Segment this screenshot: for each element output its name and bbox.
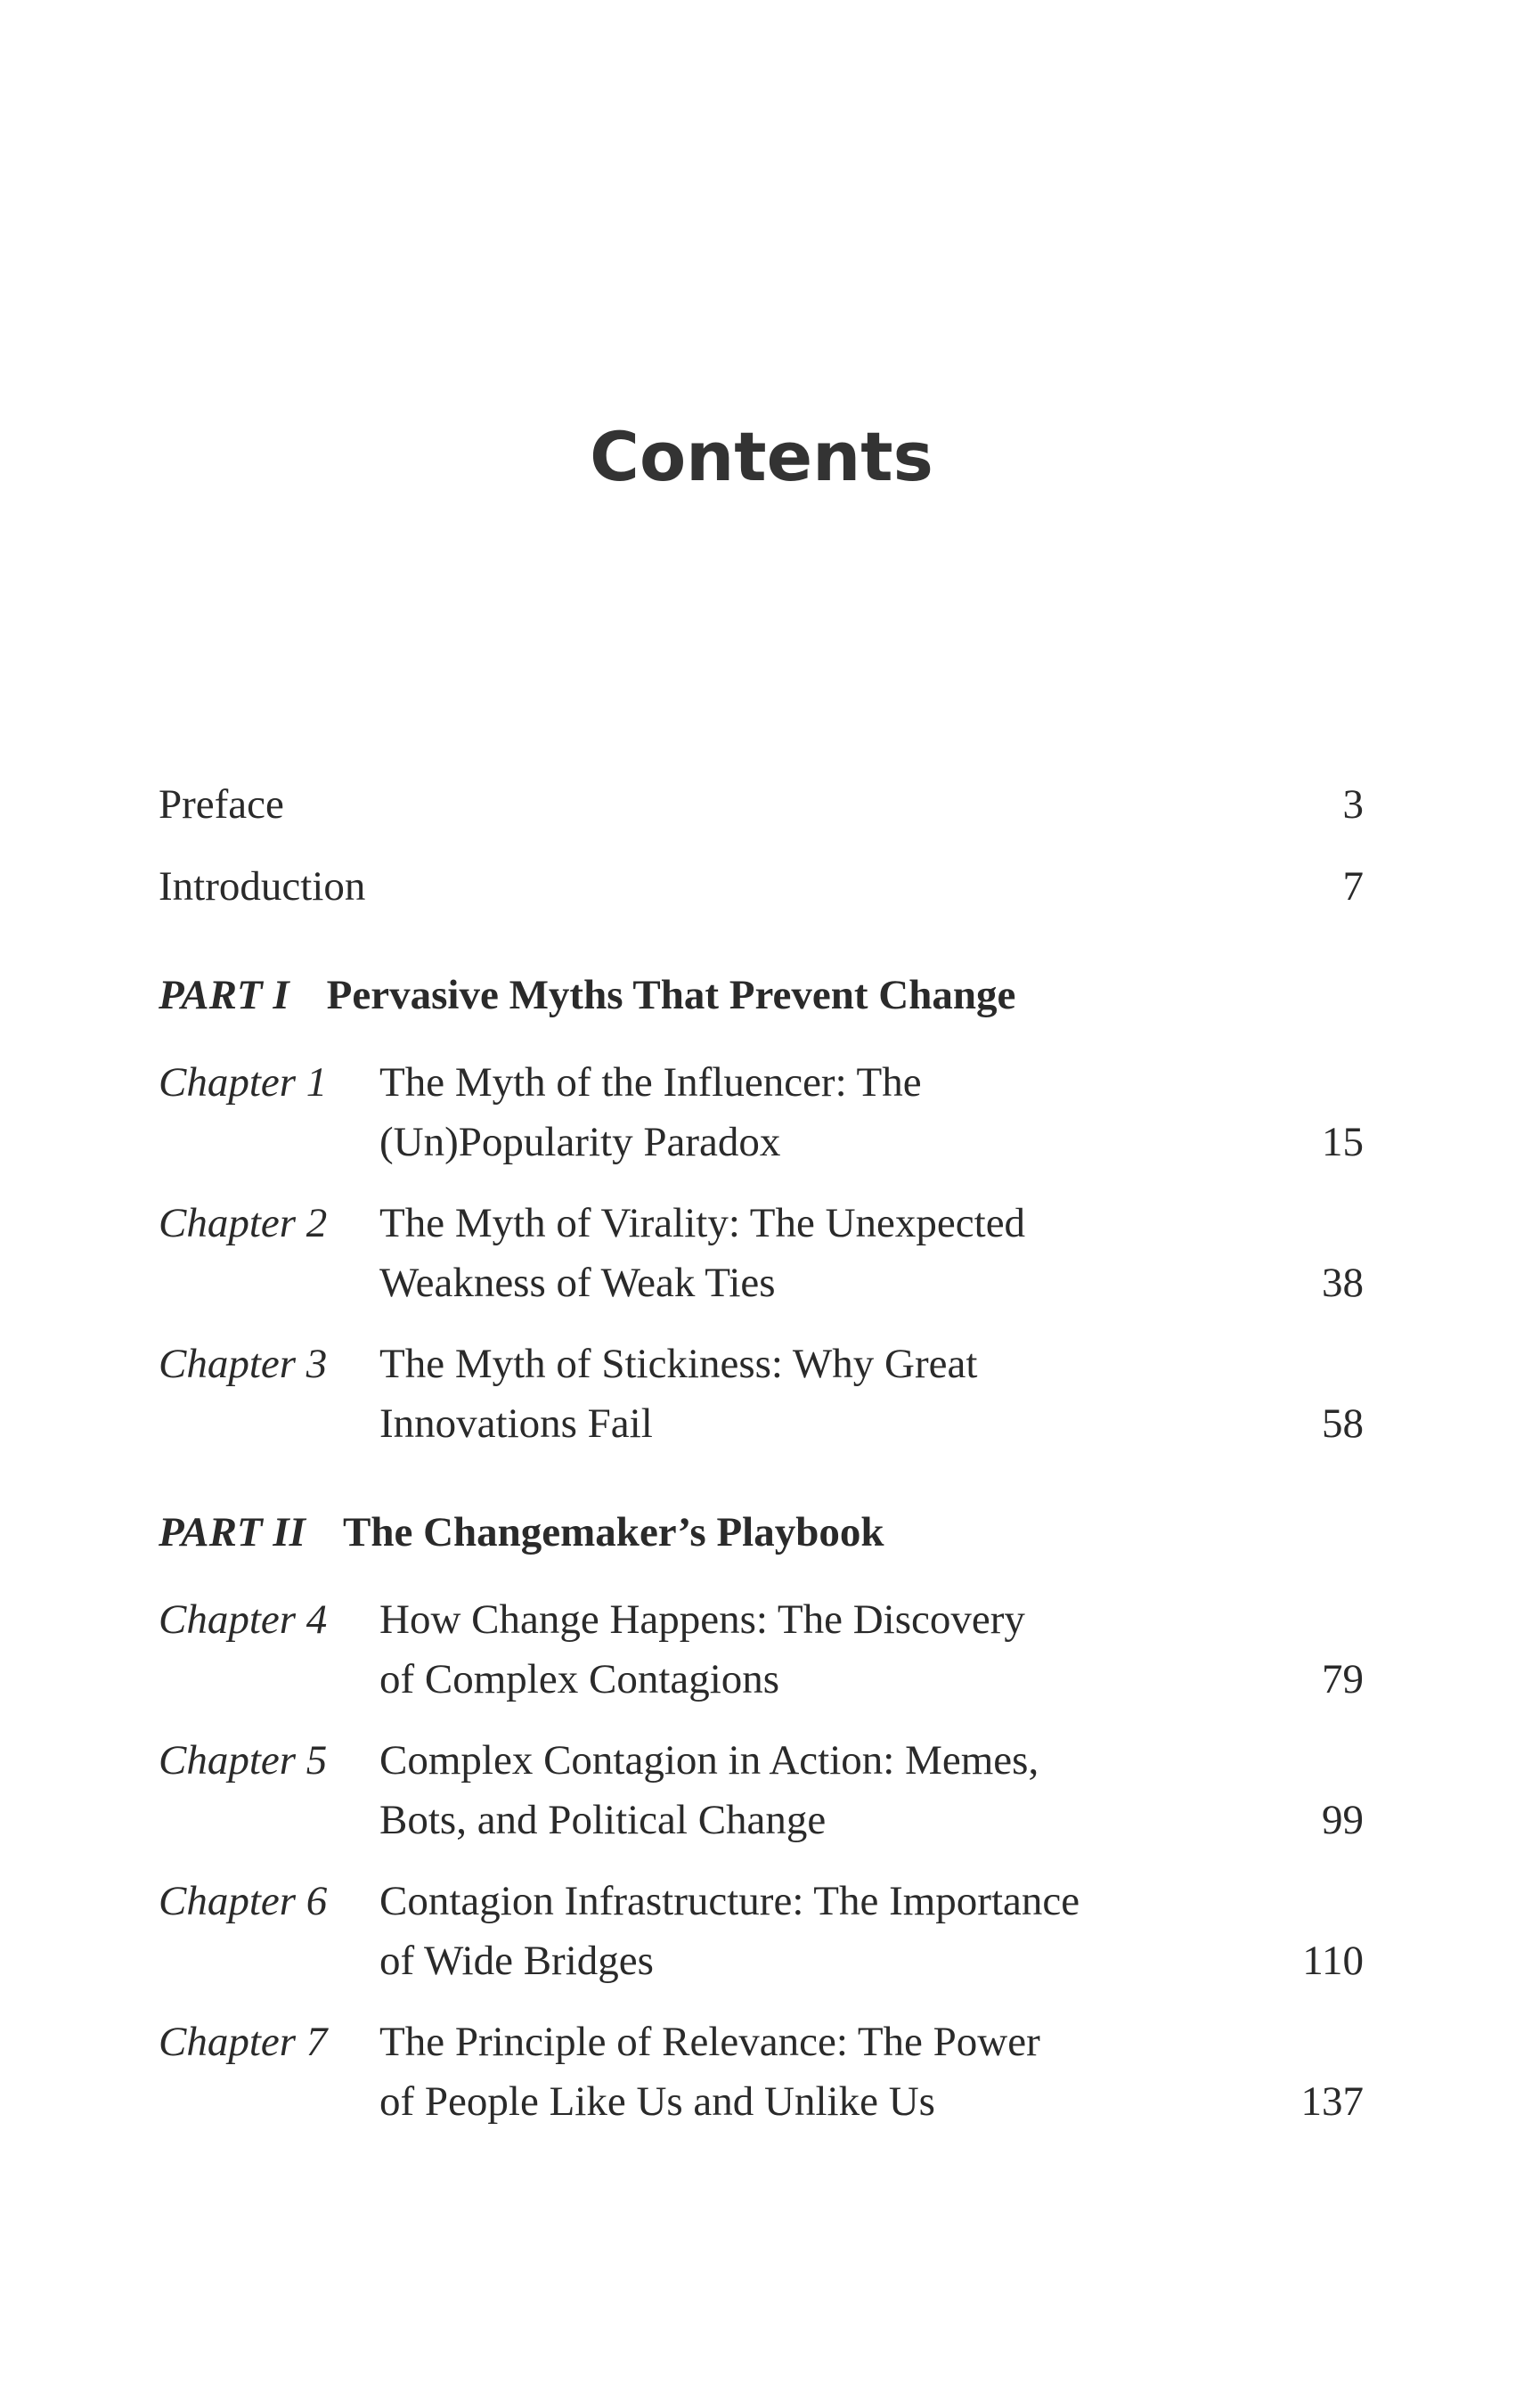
chapter-title-line: of People Like Us and Unlike Us [379, 2078, 935, 2125]
chapter-title [379, 1194, 1292, 1313]
toc-entry-chapter-7 [159, 2012, 1364, 2132]
chapter-page: 58 [1322, 1400, 1364, 1447]
toc-entry-chapter-2 [159, 1194, 1364, 1313]
part-label: PART I [159, 972, 289, 1018]
toc-entry-preface [159, 775, 1364, 835]
entry-page: 7 [1342, 863, 1364, 910]
chapter-title-line: Complex Contagion in Action: Memes, [379, 1737, 1039, 1784]
chapter-page: 15 [1322, 1119, 1364, 1165]
chapter-title-line: The Myth of the Influencer: The [379, 1059, 922, 1106]
chapter-label: Chapter 4 [159, 1596, 328, 1643]
chapter-label: Chapter 7 [159, 2019, 328, 2065]
chapter-title-line: of Wide Bridges [379, 1938, 654, 1984]
toc-entry-chapter-4 [159, 1590, 1364, 1710]
part-heading-1 [159, 966, 1364, 1025]
chapter-title [379, 1872, 1292, 1991]
toc-entry-chapter-5 [159, 1731, 1364, 1850]
toc-entry-introduction [159, 857, 1364, 917]
chapter-title-line: Contagion Infrastructure: The Importance [379, 1878, 1080, 1924]
chapter-title [379, 2012, 1292, 2132]
table-of-contents [159, 775, 1364, 2153]
entry-label: Preface [159, 781, 284, 828]
chapter-title-line: (Un)Popularity Paradox [379, 1119, 781, 1165]
chapter-page: 110 [1302, 1938, 1364, 1984]
part-label: PART II [159, 1509, 306, 1555]
chapter-page: 38 [1322, 1260, 1364, 1306]
chapter-title-line: Innovations Fail [379, 1400, 653, 1447]
part-title: The Changemaker’s Playbook [342, 1509, 884, 1555]
chapter-title [379, 1053, 1292, 1172]
chapter-title-line: The Myth of Virality: The Unexpected [379, 1200, 1026, 1246]
chapter-title [379, 1731, 1292, 1850]
page-title: Contents [590, 417, 933, 496]
chapter-label: Chapter 5 [159, 1737, 328, 1784]
chapter-page: 137 [1300, 2078, 1364, 2125]
part-title: Pervasive Myths That Prevent Change [326, 972, 1016, 1018]
toc-entry-chapter-6 [159, 1872, 1364, 1991]
chapter-title-line: of Complex Contagions [379, 1656, 780, 1702]
toc-entry-chapter-1 [159, 1053, 1364, 1172]
chapter-page: 99 [1322, 1797, 1364, 1843]
chapter-title [379, 1335, 1292, 1454]
chapter-title-line: The Myth of Stickiness: Why Great [379, 1341, 978, 1387]
chapter-title-line: The Principle of Relevance: The Power [379, 2019, 1040, 2065]
entry-label: Introduction [159, 863, 366, 910]
chapter-title-line: How Change Happens: The Discovery [379, 1596, 1025, 1643]
part-heading-2 [159, 1503, 1364, 1563]
chapter-label: Chapter 2 [159, 1200, 328, 1246]
chapter-title [379, 1590, 1292, 1710]
toc-entry-chapter-3 [159, 1335, 1364, 1454]
chapter-title-line: Weakness of Weak Ties [379, 1260, 776, 1306]
chapter-title-line: Bots, and Political Change [379, 1797, 827, 1843]
chapter-label: Chapter 1 [159, 1059, 328, 1106]
entry-page: 3 [1342, 781, 1364, 828]
chapter-page: 79 [1322, 1656, 1364, 1702]
chapter-label: Chapter 3 [159, 1341, 328, 1387]
chapter-label: Chapter 6 [159, 1878, 328, 1924]
